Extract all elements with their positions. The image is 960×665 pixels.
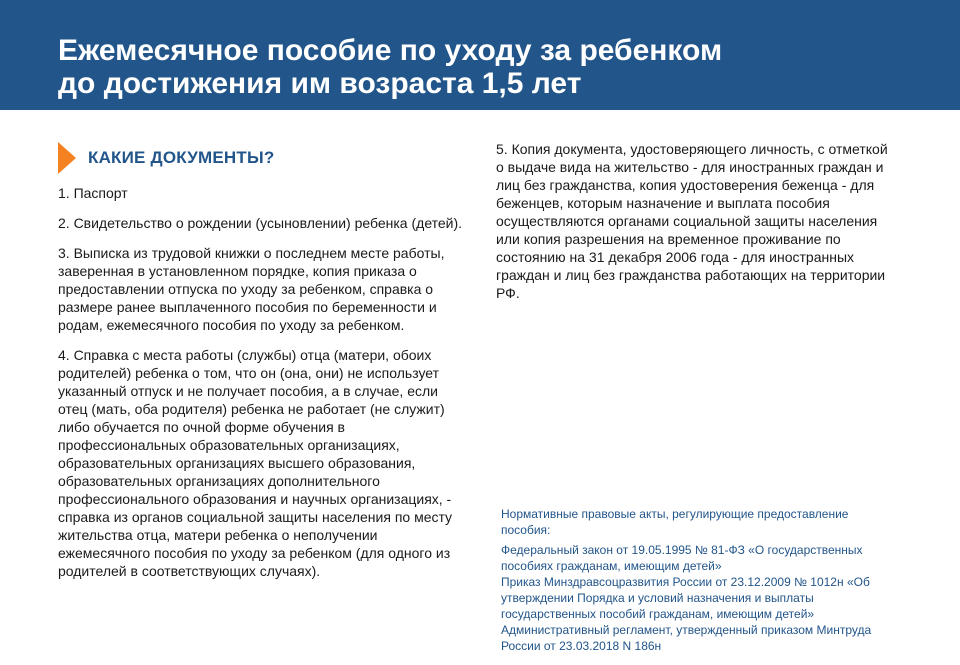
- documents-column-right: [496, 140, 888, 302]
- page-title-line-1: Ежемесячное пособие по уходу за ребенком: [58, 34, 723, 67]
- document-item-passport: 1. Паспорт: [58, 185, 128, 201]
- section-title: КАКИЕ ДОКУМЕНТЫ?: [88, 148, 275, 167]
- section-header: [58, 140, 468, 176]
- document-item-employment-record: 3. Выписка из трудовой книжки о последнем месте работы, заверенная в установленном порядке, копия приказа о предоставлении отпуска по уходу за ребенком, справка о размере ранее выплаченного пособия по беременности и родам, ежемесячного пособия по уходу за ребенком.: [58, 245, 445, 333]
- legal-act-item: Федеральный закон от 19.05.1995 № 81-ФЗ «О государственных пособиях гражданам, имеющим детей»: [501, 543, 863, 573]
- legal-acts-heading: Нормативные правовые акты, регулирующие предоставление пособия:: [501, 507, 849, 537]
- page-title-line-2: до достижения им возраста 1,5 лет: [58, 67, 582, 100]
- arrow-right-icon: [58, 142, 76, 174]
- legal-act-item: Административный регламент, утвержденный приказом Минтруда России от 23.03.2018 N 186н: [501, 623, 872, 653]
- document-item-identity-copy: 5. Копия документа, удостоверяющего личность, с отметкой о выдаче вида на жительство - для иностранных граждан и лиц без гражданства, копия удостоверения беженца - для беженцев, которым назначение и выплата пособия осуществляются органами социальной защиты населения или копия разрешения на временное проживание по состоянию на 31 декабря 2006 года - для иностранных граждан и лиц без гражданства работающих на территории РФ.: [496, 141, 888, 301]
- header-banner: [0, 0, 960, 110]
- document-item-birth-certificate: 2. Свидетельство о рождении (усыновлении) ребенка (детей).: [58, 215, 463, 231]
- document-item-workplace-certificate: 4. Справка с места работы (службы) отца (матери, обоих родителей) ребенка о том, что он (она, они) не использует указанный отпуск и не получает пособия, а в случае, если отец (мать, оба родителя) ребенка не работает (не служит) либо обучается по очной форме обучения в профессиональных образовательных организациях, образовательных организациях высшего образования, образовательных организациях дополнительного профессионального образования и научных организациях, - справка из органов социальной защиты населения по месту жительства отца, матери ребенка о неполучении ежемесячного пособия по уходу за ребенком (для одного из родителей в соответствующих случаях).: [58, 347, 453, 579]
- legal-act-item: Приказ Минздравсоцразвития России от 23.12.2009 № 1012н «Об утверждении Порядка и условий назначения и выплаты государственных пособий гражданам, имеющим детей»: [501, 575, 870, 621]
- page-title: [58, 34, 722, 100]
- legal-acts-block: [501, 506, 901, 654]
- documents-column-left: [58, 140, 468, 592]
